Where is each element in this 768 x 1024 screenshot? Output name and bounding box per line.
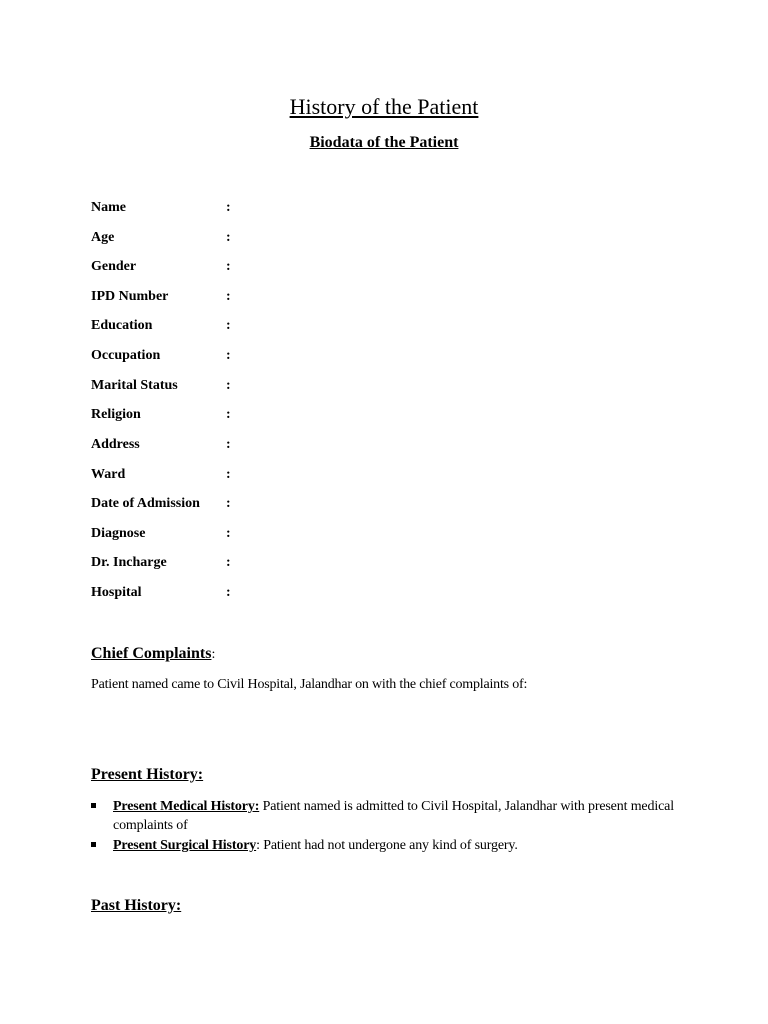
- biodata-row-education: [91, 316, 391, 336]
- biodata-row-age: [91, 228, 391, 248]
- biodata-label: Religion: [91, 407, 141, 422]
- present-history-heading: [91, 764, 203, 786]
- present-history-heading-text: Present History:: [91, 766, 204, 783]
- document-subtitle: Biodata of the Patient: [309, 134, 459, 151]
- biodata-label: Date of Admission: [91, 496, 200, 511]
- chief-complaints-heading: [91, 643, 215, 666]
- biodata-colon: :: [226, 378, 231, 393]
- biodata-row-dr-incharge: [91, 553, 391, 573]
- biodata-colon: :: [226, 526, 231, 541]
- chief-complaints-heading-colon: :: [211, 647, 216, 662]
- biodata-row-religion: [91, 405, 391, 425]
- biodata-label: Dr. Incharge: [91, 555, 167, 570]
- chief-complaints-text: Patient named came to Civil Hospital, Jalandhar on with the chief complaints of:: [91, 677, 528, 692]
- past-history-heading: [91, 895, 181, 917]
- past-history-heading-text: Past History:: [91, 897, 182, 914]
- present-surgical-history-text: : Patient had not undergone any kind of surgery.: [256, 838, 518, 853]
- biodata-label: Education: [91, 318, 153, 333]
- biodata-colon: :: [226, 200, 231, 215]
- biodata-label: Gender: [91, 259, 137, 274]
- biodata-label: Occupation: [91, 348, 161, 363]
- biodata-row-marital-status: [91, 376, 391, 396]
- biodata-colon: :: [226, 259, 231, 274]
- biodata-colon: :: [226, 496, 231, 511]
- bullet-icon: [91, 803, 96, 808]
- biodata-row-name: [91, 198, 391, 218]
- present-medical-history-text: Patient named is admitted to Civil Hospital, Jalandhar with present medical complaints of: [113, 799, 674, 833]
- biodata-row-ward: [91, 465, 391, 485]
- biodata-row-date-of-admission: [91, 494, 391, 514]
- biodata-row-gender: [91, 257, 391, 277]
- biodata-label: IPD Number: [91, 289, 169, 304]
- biodata-colon: :: [226, 318, 231, 333]
- biodata-label: Age: [91, 230, 115, 245]
- biodata-label: Hospital: [91, 585, 142, 600]
- chief-complaints-heading-text: Chief Complaints: [91, 645, 212, 662]
- biodata-row-hospital: [91, 583, 391, 603]
- present-medical-history-label: Present Medical History:: [113, 799, 260, 814]
- list-item: [91, 797, 691, 835]
- biodata-colon: :: [226, 348, 231, 363]
- biodata-label: Ward: [91, 467, 126, 482]
- biodata-label: Address: [91, 437, 140, 452]
- biodata-colon: :: [226, 555, 231, 570]
- biodata-row-occupation: [91, 346, 391, 366]
- list-item: [91, 836, 691, 855]
- biodata-label: Name: [91, 200, 126, 215]
- bullet-icon: [91, 842, 96, 847]
- biodata-colon: :: [226, 437, 231, 452]
- biodata-row-diagnose: [91, 524, 391, 544]
- present-history-list: [91, 797, 691, 856]
- biodata-label: Marital Status: [91, 378, 178, 393]
- present-surgical-history-label: Present Surgical History: [113, 838, 257, 853]
- biodata-colon: :: [226, 230, 231, 245]
- biodata-row-ipd-number: [91, 287, 391, 307]
- document-title: History of the Patient: [289, 94, 479, 119]
- biodata-row-address: [91, 435, 391, 455]
- biodata-label: Diagnose: [91, 526, 146, 541]
- biodata-colon: :: [226, 467, 231, 482]
- biodata-colon: :: [226, 289, 231, 304]
- biodata-colon: :: [226, 407, 231, 422]
- biodata-colon: :: [226, 585, 231, 600]
